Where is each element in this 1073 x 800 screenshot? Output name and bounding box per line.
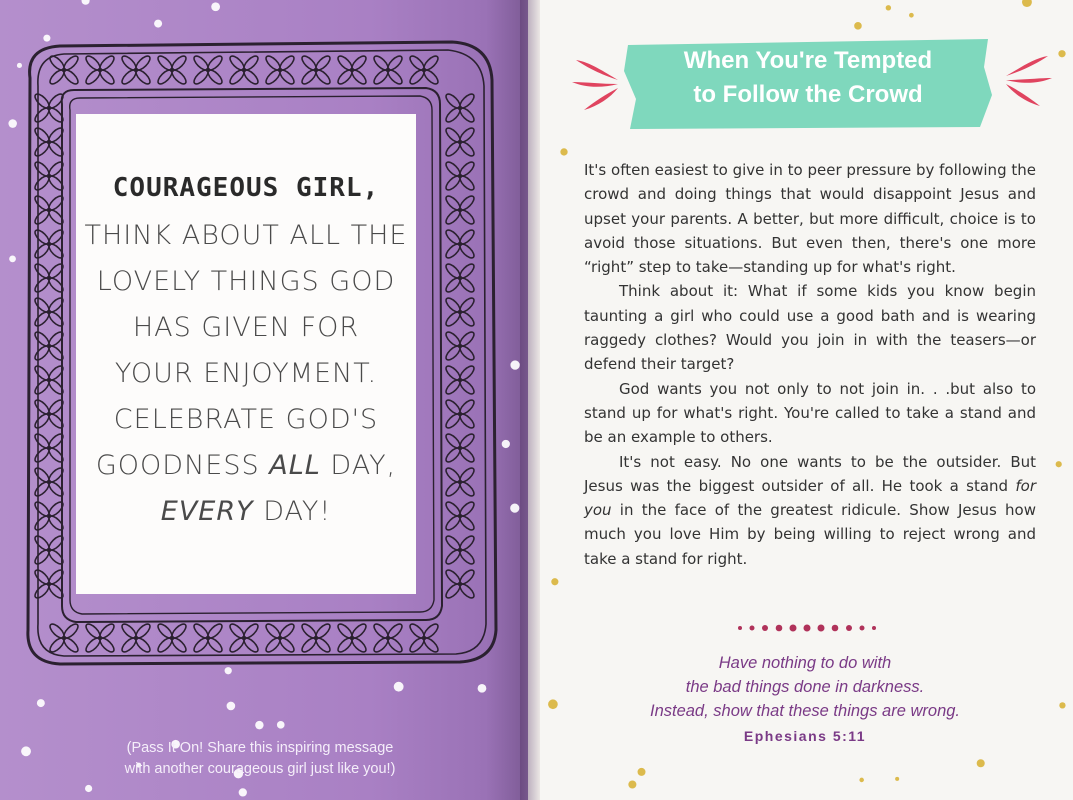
verse-line: Have nothing to do with xyxy=(718,654,892,672)
frame-dot xyxy=(459,175,462,178)
frame-dot xyxy=(48,413,51,416)
frame-dot xyxy=(243,637,246,640)
quote-word: GOODNESS xyxy=(95,450,260,481)
confetti-dot xyxy=(628,780,636,788)
frame-dot xyxy=(459,549,462,552)
frame-dot xyxy=(279,69,282,72)
frame-dot xyxy=(135,637,138,640)
confetti-dot xyxy=(1056,461,1062,467)
confetti-dot xyxy=(854,22,862,30)
frame-dot xyxy=(351,637,354,640)
quote-emphasis: EVERY xyxy=(160,496,254,527)
verse-line: the bad things done in darkness. xyxy=(685,678,925,696)
confetti-dot xyxy=(551,578,558,585)
frame-dot xyxy=(48,549,51,552)
quote-word: DAY, xyxy=(330,450,397,481)
frame-dot xyxy=(459,107,462,110)
page-title xyxy=(622,44,994,112)
frame-dot xyxy=(459,447,462,450)
frame-dot xyxy=(48,515,51,518)
confetti-dot xyxy=(886,5,891,10)
frame-dot xyxy=(387,69,390,72)
quote-line xyxy=(161,492,331,532)
quote-line: CELEBRATE GOD'S xyxy=(113,404,379,435)
left-flourish-icon xyxy=(570,52,622,112)
quote-line xyxy=(96,446,396,486)
title-line: When You're Tempted xyxy=(683,47,933,74)
frame-dot xyxy=(48,141,51,144)
pass-it-on-line: (Pass It On! Share this inspiring message xyxy=(126,740,394,756)
frame-dot xyxy=(423,637,426,640)
frame-dot xyxy=(207,637,210,640)
frame-dot xyxy=(135,69,138,72)
frame-dot xyxy=(459,379,462,382)
frame-dot xyxy=(63,69,66,72)
confetti-dot xyxy=(560,148,567,155)
frame-dot xyxy=(48,209,51,212)
quote-line: LOVELY THINGS GOD xyxy=(96,266,396,297)
frame-dot xyxy=(48,345,51,348)
frame-dot xyxy=(48,379,51,382)
devotional-body xyxy=(584,158,1036,571)
verse-line: Instead, show that these things are wrong. xyxy=(649,702,961,720)
frame-dot xyxy=(459,481,462,484)
confetti-dot xyxy=(859,778,864,783)
quote-emphasis: ALL xyxy=(269,450,321,481)
quote-card xyxy=(76,114,416,594)
right-page xyxy=(540,0,1073,800)
frame-dot xyxy=(48,481,51,484)
frame-dot xyxy=(315,69,318,72)
verse-reference: Ephesians 5:11 xyxy=(743,728,867,744)
confetti-dot xyxy=(977,759,985,767)
frame-dot xyxy=(207,69,210,72)
frame-dot xyxy=(48,583,51,586)
frame-dot xyxy=(171,637,174,640)
frame-dot xyxy=(63,637,66,640)
frame-dot xyxy=(48,277,51,280)
confetti-dot xyxy=(1058,50,1065,57)
confetti-dot xyxy=(909,13,914,18)
confetti-dot xyxy=(895,777,899,781)
frame-dot xyxy=(99,69,102,72)
frame-dot xyxy=(459,277,462,280)
frame-dot xyxy=(459,243,462,246)
frame-dot xyxy=(48,243,51,246)
body-paragraph: It's often easiest to give in to peer pressure by following the crowd and doing things that would disappoint Jesus and upset your parents. A better, but more difficult, choice is to avoid those situations. But even then, there's one more “right” step to take—standing up for what's right. xyxy=(584,161,1036,277)
frame-dot xyxy=(459,345,462,348)
body-paragraph: Think about it: What if some kids you know begin taunting a girl who could use a good bath and is wearing raggedy clothes? Would you join in with the teasers—or defend their target? xyxy=(584,282,1036,374)
confetti-dot xyxy=(548,699,558,709)
quote-line: HAS GIVEN FOR xyxy=(132,312,360,343)
confetti-dot xyxy=(1059,702,1065,708)
body-text-run: in the face of the greatest ridicule. Show Jesus how much you love Him by being willing to reject wrong and take a stand for right. xyxy=(584,501,1036,568)
frame-dot xyxy=(459,583,462,586)
quote-word: DAY! xyxy=(263,496,332,527)
frame-dot xyxy=(459,209,462,212)
quote-line: YOUR ENJOYMENT. xyxy=(114,358,378,389)
frame-dot xyxy=(48,107,51,110)
frame-dot xyxy=(459,311,462,314)
frame-dot xyxy=(315,637,318,640)
body-emphasis: for you xyxy=(584,476,1036,520)
frame-dot xyxy=(387,637,390,640)
dot-divider xyxy=(736,622,886,634)
quote-title: COURAGEOUS GIRL, xyxy=(112,173,380,203)
frame-dot xyxy=(171,69,174,72)
quote-line: THINK ABOUT ALL THE xyxy=(84,220,408,251)
scripture-verse xyxy=(600,651,1010,723)
frame-dot xyxy=(99,637,102,640)
frame-dot xyxy=(48,175,51,178)
right-flourish-icon xyxy=(1002,48,1054,108)
frame-dot xyxy=(459,515,462,518)
frame-dot xyxy=(48,311,51,314)
frame-dot xyxy=(459,141,462,144)
body-paragraph xyxy=(584,450,1036,571)
title-line: to Follow the Crowd xyxy=(693,81,923,108)
pass-it-on-line: with another courageous girl just like you!) xyxy=(124,761,396,777)
left-page xyxy=(0,0,528,800)
frame-dot xyxy=(459,413,462,416)
frame-dot xyxy=(423,69,426,72)
confetti-dot xyxy=(637,768,645,776)
body-text-run: It's not easy. No one wants to be the outsider. But Jesus was the biggest outsider of all. He took a stand xyxy=(584,452,1036,495)
frame-dot xyxy=(279,637,282,640)
frame-dot xyxy=(351,69,354,72)
frame-dot xyxy=(48,447,51,450)
body-paragraph: God wants you not only to not join in. . .but also to stand up for what's right. You're called to take a stand and be an example to others. xyxy=(584,379,1036,447)
frame-dot xyxy=(243,69,246,72)
pass-it-on-note xyxy=(40,738,480,780)
confetti-dot xyxy=(1022,0,1032,7)
